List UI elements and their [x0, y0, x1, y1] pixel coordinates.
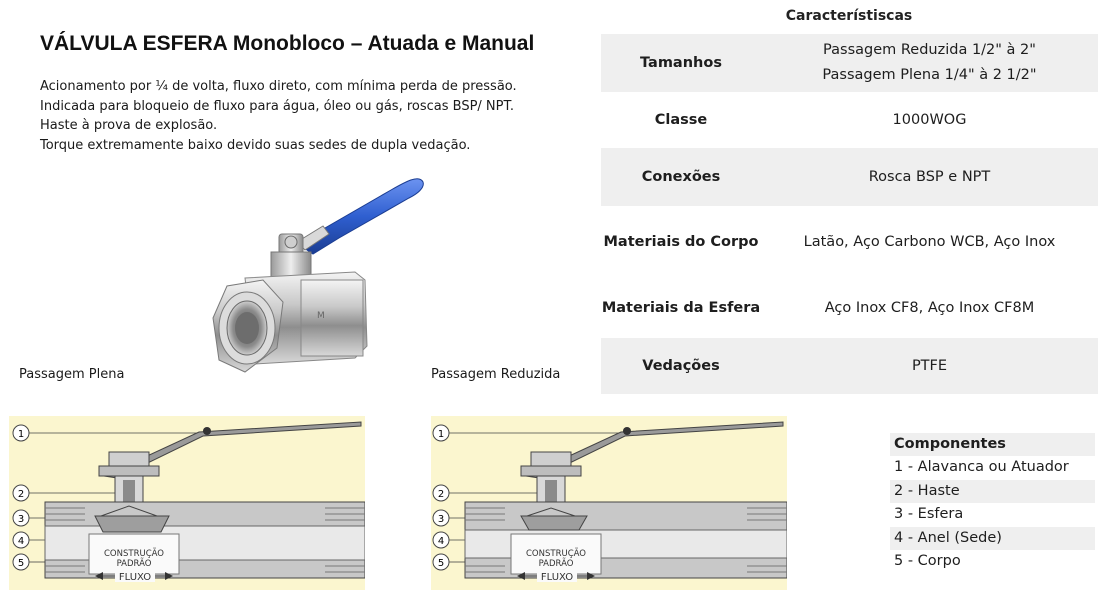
spec-label: Vedações: [642, 358, 720, 374]
diagram-label-flow: FLUXO: [118, 572, 152, 583]
component-item: 3 - Esfera: [894, 506, 964, 523]
spec-value-line: Passagem Plena 1/4" à 2 1/2": [822, 67, 1037, 83]
spec-label: Classe: [654, 112, 708, 128]
description-line: Haste à prova de explosão.: [40, 118, 218, 133]
svg-text:M: M: [317, 311, 325, 321]
spec-value: 1000WOG: [892, 111, 967, 128]
spec-value: Latão, Aço Carbono WCB, Aço Inox: [803, 233, 1056, 250]
diagram-reduced-bore: [431, 416, 787, 590]
ball-valve-photo: [205, 168, 430, 390]
caption-reduced-bore: Passagem Reduzida: [431, 367, 561, 382]
page-title: VÁLVULA ESFERA Monobloco – Atuada e Manual: [40, 32, 535, 55]
spec-label: Materiais da Esfera: [601, 300, 761, 316]
callout-1: 1: [17, 429, 25, 440]
spec-row-class: [601, 92, 1098, 148]
spec-value: Rosca BSP e NPT: [868, 168, 991, 185]
spec-value: [761, 38, 1098, 88]
component-item: 2 - Haste: [890, 480, 1095, 503]
caption-full-bore: Passagem Plena: [19, 367, 125, 382]
spec-label: Conexões: [641, 169, 721, 185]
callout-2: 2: [437, 489, 445, 500]
spec-row-ball-materials: [601, 278, 1098, 338]
spec-row-connections: [601, 148, 1098, 206]
diagram-full-bore: [9, 416, 365, 590]
callout-1: 1: [437, 429, 445, 440]
spec-value: PTFE: [911, 357, 948, 374]
callout-2: 2: [17, 489, 25, 500]
callout-5: 5: [437, 558, 445, 569]
diagram-label-construction: CONSTRUÇÃO: [104, 549, 164, 559]
spec-label: Tamanhos: [640, 55, 722, 71]
diagram-label-flow: FLUXO: [540, 572, 574, 583]
spec-row-sizes: [601, 34, 1098, 92]
callout-5: 5: [17, 558, 25, 569]
callout-4: 4: [17, 536, 25, 547]
components-heading: Componentes: [890, 433, 1095, 456]
spec-value: Aço Inox CF8, Aço Inox CF8M: [824, 299, 1035, 316]
callout-3: 3: [437, 514, 445, 525]
component-item: 4 - Anel (Sede): [890, 527, 1095, 550]
spec-label: Materiais do Corpo: [603, 234, 759, 250]
spec-row-seals: [601, 338, 1098, 394]
description-line: Indicada para bloqueio de fluxo para água, óleo ou gás, roscas BSP/ NPT.: [40, 98, 515, 114]
callout-4: 4: [437, 536, 445, 547]
description-line: Acionamento por ¼ de volta, fluxo direto, com mínima perda de pressão.: [40, 79, 517, 94]
spec-value-line: Passagem Reduzida 1/2" à 2": [823, 42, 1036, 58]
component-item: 5 - Corpo: [894, 552, 961, 569]
components-legend: [890, 433, 1095, 573]
component-item: 1 - Alavanca ou Atuador: [894, 459, 1069, 476]
description-line: Torque extremamente baixo devido suas sedes de dupla vedação.: [40, 137, 471, 153]
product-description: [40, 77, 517, 155]
callout-3: 3: [17, 514, 25, 525]
diagram-label-standard: PADRÃO: [538, 559, 574, 569]
specs-heading: Característiscas: [785, 8, 913, 24]
diagram-label-construction: CONSTRUÇÃO: [526, 549, 586, 559]
spec-row-body-materials: [601, 206, 1098, 278]
diagram-label-standard: PADRÃO: [116, 559, 152, 569]
specs-table: [601, 34, 1098, 394]
